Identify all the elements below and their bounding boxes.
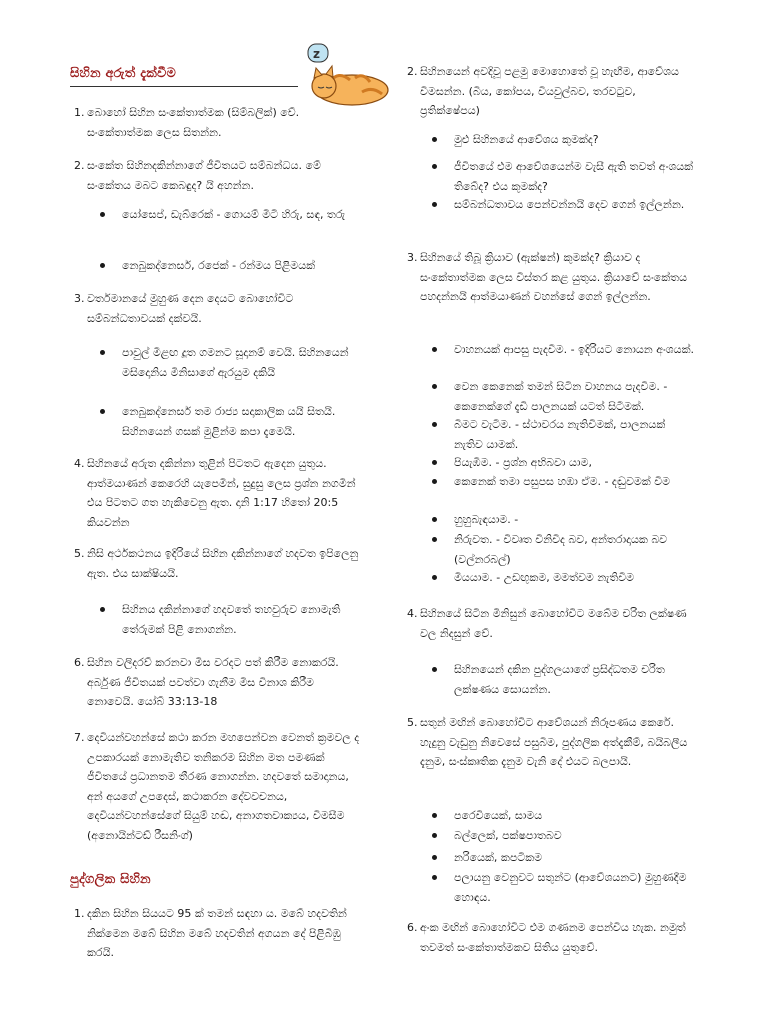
bullet-dot-icon xyxy=(432,460,437,465)
bullet-text: හුහුබැඳයාම. - xyxy=(454,513,519,526)
bullet-item xyxy=(432,868,696,907)
bullet-dot-icon xyxy=(432,384,437,389)
section-heading-personal-dreams: පුද්ගලික සිහින xyxy=(70,872,151,887)
bullet-dot-icon xyxy=(432,347,437,352)
bullet-item xyxy=(432,510,696,530)
bullet-item xyxy=(432,806,696,826)
numbered-item xyxy=(74,728,364,845)
bullet-item xyxy=(432,848,696,868)
item-text: බොහෝ සිහින සංකේතාත්මක (සිම්බලික්) වේ. සංකේතාත්මක ලෙස සිතන්න. xyxy=(87,106,300,139)
bullet-item xyxy=(432,157,696,196)
item-number: 1. xyxy=(74,907,85,920)
bullet-text: බිමට වැටීම. - ස්ථාවරය නැතිවීමක්, පාලනයක් නැතිව යාමක්. xyxy=(454,418,666,451)
bullet-dot-icon xyxy=(100,350,105,355)
bullet-item xyxy=(432,415,696,454)
item-text: සිහින වලිදරව් කරනවා මිස වරදට පත් කිරීම නොකරයි. අර්බුණ ජීවිතයක් පවත්වා ගැනීම මිස විනාශ කිරීම නොවෙයි. යෝබ් 33:13-18 xyxy=(87,656,339,708)
svg-text:z: z xyxy=(313,47,320,61)
bullet-dot-icon xyxy=(432,137,437,142)
item-text: දකින සිහින සියයට 95 ක් තමන් සඳහා ය. මබේ හදවතින් නික්මෙන මබේ සිහින මබේ හදවතින් අගයන දේ පිළිබිඹු කරයි. xyxy=(87,907,347,959)
item-number: 6. xyxy=(407,921,418,934)
item-number: 2. xyxy=(74,159,85,172)
item-number: 4. xyxy=(407,607,418,620)
bullet-text: කෙනෙක් තමා පසුපස හඹා ඒම. - දඬුවමක් විම xyxy=(454,475,671,488)
heading-underline xyxy=(70,86,298,87)
item-text: සංකේත සිහිනදකින්නාගේ ජීවිතයට සම්බන්ධය. මේ සංකේතය මබට කෙබඳුද? යි අහන්න. xyxy=(87,159,321,192)
bullet-item xyxy=(100,205,364,225)
bullet-text: සිහිනයෙන් දකින පුද්ගලයාගේ ප්‍රසිද්ධතම චරිත ලක්ෂණය සොයන්න. xyxy=(454,663,665,696)
bullet-item xyxy=(432,340,696,360)
bullet-item xyxy=(432,130,696,150)
item-text: දෙවියන්වහන්සේ කථා කරන මහපෙන්වන වෙනත් ක්‍රමවල ද උපකාරයක් නොමැතිව තනිකරම සිහින මත පමණක් ජීවිතයේ ප්‍රධානතම තීරණ නොගන්න. හදවතේ සමාදානය, අන් අයගේ උපදෙස්, කථාකරන දේවවචනය, දෙවියන්වහන්සේගේ සියුම් හඬ, අනාගතවාක්‍යය, විමසීම (අනොයින්ටඩ් රීසනිංග්) xyxy=(87,731,360,842)
item-number: 7. xyxy=(74,731,85,744)
bullet-dot-icon xyxy=(432,875,437,880)
bullet-item xyxy=(432,377,696,416)
bullet-text: පාවුල් මීළඟ දූත ගමනට සූදානම් වෙයි. සිහිනයෙන් මසිදොනිය මිනිසාගේ ඇරයුම දකියි xyxy=(122,346,349,379)
numbered-item xyxy=(74,156,364,195)
numbered-item xyxy=(74,103,364,142)
numbered-item xyxy=(407,62,697,121)
bullet-dot-icon xyxy=(100,263,105,268)
bullet-item xyxy=(432,195,696,215)
numbered-item xyxy=(407,248,697,307)
bullet-item xyxy=(100,402,364,441)
item-text: සිහිනයේ අරුත දකින්නා තුළින් පිටතට ඇදෙන යුතුය. ආත්මයාණන් කෙරෙහි යැපෙමින්, සුදුසු ලෙස ප්‍රශ්න නගමින් එය පිටතට ගත හැකිවෙනු ඇත. දානි 1:17 හිතෝ 20:5 කියවන්න xyxy=(87,457,356,529)
bullet-item xyxy=(432,660,696,699)
bullet-dot-icon xyxy=(432,202,437,207)
numbered-item xyxy=(74,904,364,963)
numbered-item xyxy=(407,918,697,957)
bullet-dot-icon xyxy=(100,409,105,414)
item-number: 2. xyxy=(407,65,418,78)
numbered-item xyxy=(74,653,364,712)
bullet-dot-icon xyxy=(432,667,437,672)
item-text: සිහිනයේ තිබූ ක්‍රියාව (ඇක්ෂන්) කුමක්ද? ක්‍රියාව ද සංකේතාත්මක ලෙස විස්තර කළ යුතුය. ක්‍රියාවේ සංකේතය පහදන්නයි ආත්මයාණන් වහන්සේ ගෙන් ඉල්ලන්න. xyxy=(420,251,688,303)
bullet-text: සම්බන්ධතාවය පෙන්වන්නයි දෙව ගෙන් ඉල්ලන්න. xyxy=(454,198,685,211)
bullet-dot-icon xyxy=(432,422,437,427)
bullet-text: නරියෙක්, කපටිකම xyxy=(454,851,543,864)
bullet-text: ජීවිතයේ එම ආවේශයෙන්ම වැසී ඇති තවත් අංශයක් තිබේද? එය කුමක්ද? xyxy=(454,160,694,193)
bullet-item xyxy=(432,453,696,473)
item-text: වර්තමානයේ මුහුණ දෙන දෙයට බොහෝවිට සම්බන්ධතාවයක් දක්වයි. xyxy=(87,292,294,325)
bullet-item xyxy=(432,826,696,846)
item-number: 1. xyxy=(74,106,85,119)
bullet-text: බල්ලෙක්, පක්ෂපාතබව xyxy=(454,829,562,842)
item-text: නිසි අර්ථකථනය ඉදිරියේ සිහින දකින්නාගේ හදවත ඉපිලෙනු ඇත. එය සාක්ෂියයි. xyxy=(87,547,359,580)
item-text: සිහිනයේ සිටින මිනිසුන් බොහෝවිට මබේම චරිත ලක්ෂණ වල නිදසුන් වේ. xyxy=(420,607,687,640)
bullet-text: නිරුවත. - විවෘත විනිවිද බව, අන්තරාදායක බව (වල්නරබල්) xyxy=(454,533,668,566)
bullet-dot-icon xyxy=(432,855,437,860)
item-number: 3. xyxy=(407,251,418,264)
bullet-item xyxy=(432,530,696,569)
bullet-text: පියැඹීම. - ප්‍රශ්න අභිබවා යාම, xyxy=(454,456,592,469)
item-text: අංක මඟින් බොහෝවිට එම ගණනම පෙන්විය හැක. නමුත් තවමත් සංකේතාත්මකව සිතිය යුතුවේ. xyxy=(420,921,686,954)
bullet-item xyxy=(100,256,364,276)
bullet-text: වෙන කෙනෙක් තමන් සිටින වාහනය පැදවීම. - කෙනෙක්ගේ දැඩි පාලනයක් යටත් සිටීමක්. xyxy=(454,380,668,413)
bullet-dot-icon xyxy=(432,813,437,818)
bullet-text: යෝසෙප්, ඩැබ්රෙක් - ගොයම් මිටි හිරු, සඳ, තරු xyxy=(122,208,346,221)
numbered-item xyxy=(74,289,364,328)
item-number: 5. xyxy=(407,716,418,729)
item-number: 6. xyxy=(74,656,85,669)
bullet-text: මුළු සිහිනයේ ආවේශය කුමක්ද? xyxy=(454,133,599,146)
bullet-text: නෙබුකද්නෙසර් තම රාජ්‍ය සදාකාලික යයි සිතයි. සිහිනයෙන් ගසක් මුළින්ම කපා දැමෙයි. xyxy=(122,405,336,438)
sleeping-cat-icon xyxy=(300,40,392,108)
bullet-item xyxy=(100,600,364,639)
bullet-dot-icon xyxy=(100,212,105,217)
bullet-text: සිහිනය දකින්නාගේ හදවතේ තහවුරුව නොමැති තේරුමක් පිළි නොගන්න. xyxy=(122,603,341,636)
bullet-dot-icon xyxy=(432,575,437,580)
numbered-item xyxy=(74,544,364,583)
bullet-dot-icon xyxy=(432,537,437,542)
numbered-item xyxy=(74,454,364,532)
bullet-dot-icon xyxy=(432,479,437,484)
bullet-item xyxy=(432,472,696,492)
bullet-text: පරෙවියෙක්, සාමය xyxy=(454,809,543,822)
bullet-text: මියයාම. - උඩඟුකම, මමත්වම නැතිවීම xyxy=(454,571,635,584)
bullet-dot-icon xyxy=(432,833,437,838)
bullet-item xyxy=(432,568,696,588)
section-heading-dream-meanings: සිහින අරුත් දැක්වීම xyxy=(70,66,177,81)
item-number: 4. xyxy=(74,457,85,470)
item-text: සිහිනයෙන් අවදිවූ පළමු මොහොතේ වූ හැඟීම, ආවේශය විමසන්න. (බිය, කෝපය, වියවුල්බව, තරවටුව, ප්‍රතික්ෂේපය) xyxy=(420,65,679,117)
bullet-dot-icon xyxy=(432,517,437,522)
numbered-item xyxy=(407,604,697,643)
item-number: 5. xyxy=(74,547,85,560)
bullet-item xyxy=(100,343,364,382)
numbered-item xyxy=(407,713,697,772)
bullet-dot-icon xyxy=(100,607,105,612)
item-number: 3. xyxy=(74,292,85,305)
item-text: සතුන් මඟින් බොහෝවිට ආවේශයන් නිරූපණය කෙරේ. හැදුනු වැඩුනු නිවෙසේ පසුබිම, පුද්ගලික අත්දැකීම්, බයිබලීය දැනුම, සංස්කෘතික දැනුම වැනි දේ එයට බලපායි. xyxy=(420,716,688,768)
bullet-dot-icon xyxy=(432,164,437,169)
bullet-text: පලායනු වෙනුවට සතුන්ට (ආවේශයනට) මුහුණදීම හොඳය. xyxy=(454,871,687,904)
bullet-text: නෙබුකද්නෙසර්, රජෙක් - රන්මය පිළිමයක් xyxy=(122,259,316,272)
bullet-text: වාහනයක් ආපසු පැදවීම. - ඉදිරියට නොයන අංශයක්. xyxy=(454,343,695,356)
